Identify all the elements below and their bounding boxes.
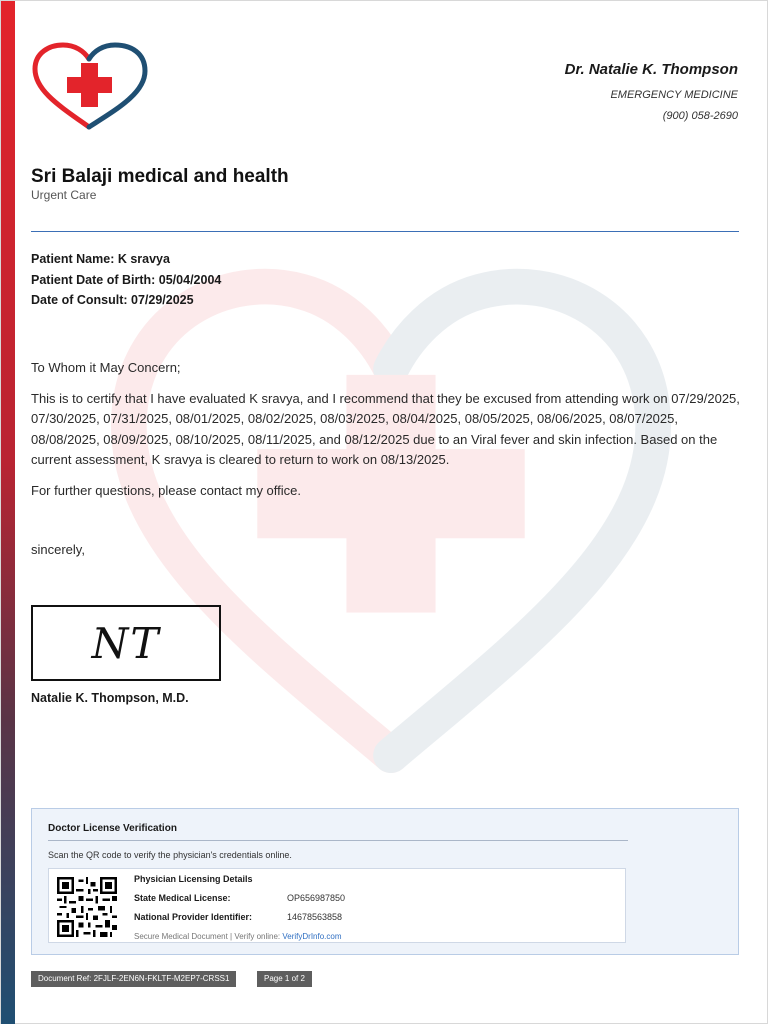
verification-footer [134,932,342,941]
state-license-value: OP656987850 [287,893,346,903]
doctor-phone: (900) 058-2690 [662,110,738,122]
signature-initials: NT [91,618,161,668]
clinic-subtitle: Urgent Care [31,188,97,202]
letter-contact-line: For further questions, please contact my office. [31,482,302,498]
letter-salutation: To Whom it May Concern; [31,360,181,375]
npi-label: National Provider Identifier: [134,912,253,922]
licensing-details-card [48,868,626,943]
state-license-label: State Medical License: [134,893,231,903]
header-divider [31,231,739,232]
verification-title: Doctor License Verification [48,823,177,834]
signer-name: Natalie K. Thompson, M.D. [31,691,189,705]
doctor-specialty: EMERGENCY MEDICINE [610,89,738,101]
license-verification-panel [31,808,739,955]
npi-value: 14678563858 [287,912,343,922]
patient-name: Patient Name: K sravya [31,252,170,266]
doctor-name: Dr. Natalie K. Thompson [564,61,738,78]
heart-cross-icon [31,41,149,133]
consult-date: Date of Consult: 07/29/2025 [31,293,194,307]
letter-body [31,358,741,501]
licensing-details-title: Physician Licensing Details [134,874,253,884]
letter-closing: sincerely, [31,542,85,557]
qr-code-icon[interactable] [57,877,117,937]
signature-box [31,605,221,681]
verification-footer-text: Secure Medical Document | Verify online: [134,932,283,941]
npi-row [134,912,342,922]
patient-info [31,249,221,311]
page-number-tag: Page 1 of 2 [257,971,312,987]
state-license-row [134,893,345,903]
side-accent-bar [1,1,15,1024]
letter-paragraph: This is to certify that I have evaluated K sravya, and I recommend that they be excused from attending work on 07/29/2025, 07/30/2025, 07/31/2025, 08/01/2025, 08/02/2025, 08/03/2025, 08/04/2025, 08/05/2025, 08/06/2025, 08/07/2025, 08/08/2025, 08/09/2025, 08/10/2025, 08/11/2025, and 08/12/2025 due to an Viral fever and skin infection. Based on the current assessment, K sravya is cleared to return to work on 08/13/2025. [31,390,740,467]
document-reference-tag: Document Ref: 2FJLF-2EN6N-FKLTF-M2EP7-CRSS1 [31,971,236,987]
doctor-header [565,61,738,122]
verification-description: Scan the QR code to verify the physician's credentials online. [48,850,292,860]
clinic-name: Sri Balaji medical and health [31,166,289,187]
verification-divider [48,840,628,841]
verification-link[interactable]: VerifyDrInfo.com [282,932,342,941]
patient-dob: Patient Date of Birth: 05/04/2004 [31,272,222,287]
